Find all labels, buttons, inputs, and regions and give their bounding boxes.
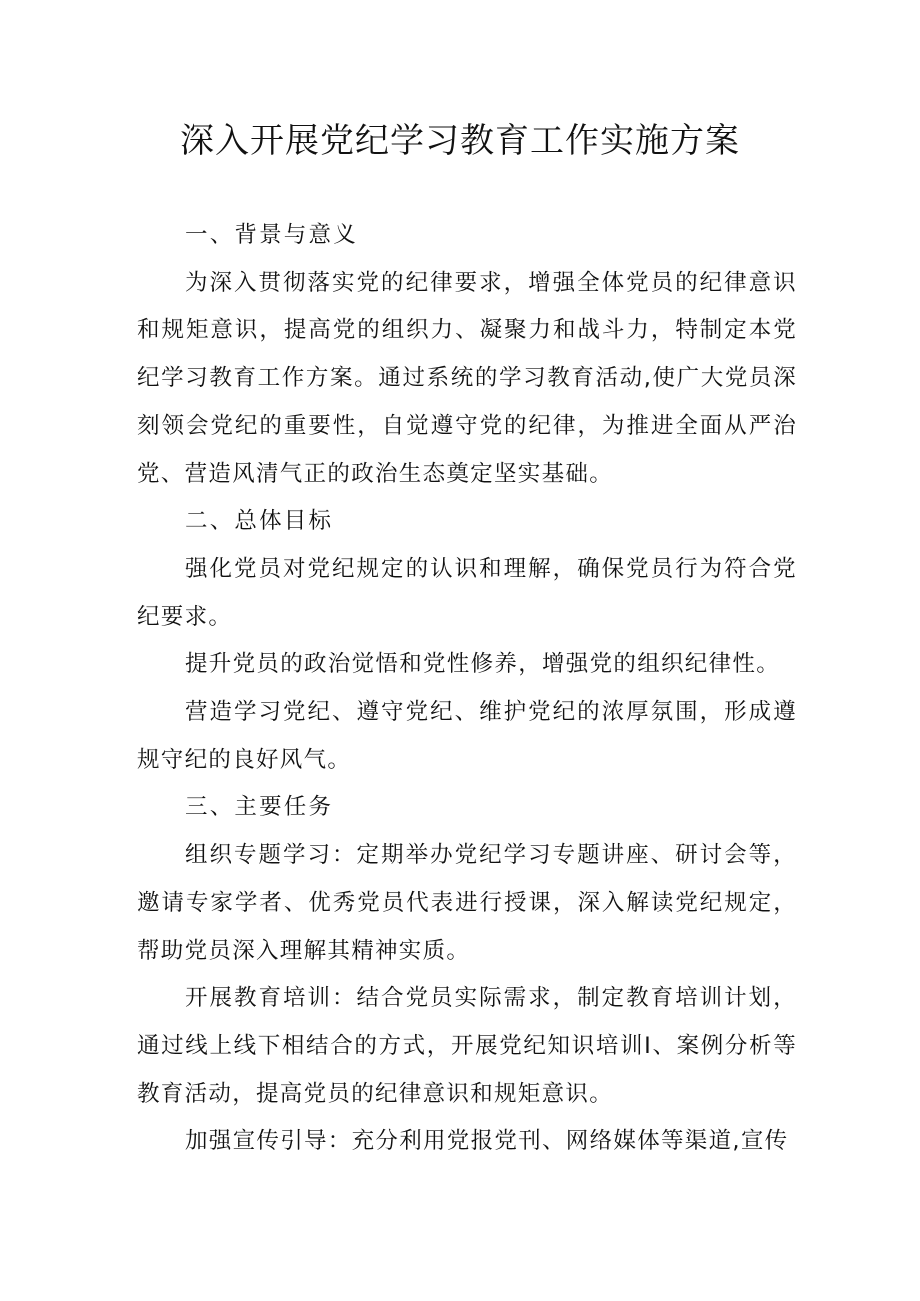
paragraph: 加强宣传引导：充分利用党报党刊、网络媒体等渠道,宣传 <box>185 1128 789 1155</box>
paragraph: 组织专题学习：定期举办党纪学习专题讲座、研讨会等，邀请专家学者、优秀党员代表进行授课，深入解读党纪规定，帮助党员深入理解其精神实质。 <box>137 842 797 964</box>
section-heading: 一、背景与意义 <box>185 222 358 248</box>
paragraph: 营造学习党纪、遵守党纪、维护党纪的浓厚氛围，形成遵规守纪的良好风气。 <box>137 699 797 773</box>
paragraph: 为深入贯彻落实党的纪律要求，增强全体党员的纪律意识和规矩意识，提高党的组织力、凝聚力和战斗力，特制定本党纪学习教育工作方案。通过系统的学习教育活动,使广大党员深刻领会党纪的重要性，自觉遵守党的纪律，为推进全面从严治党、营造风清气正的政治生态奠定坚实基础。 <box>137 269 797 487</box>
paragraph: 强化党员对党纪规定的认识和理解，确保党员行为符合党纪要求。 <box>137 555 797 630</box>
section-heading: 三、主要任务 <box>185 794 334 821</box>
paragraph: 提升党员的政治觉悟和党性修养，增强党的组织纪律性。 <box>185 651 781 678</box>
document-body <box>137 212 797 1166</box>
section-heading: 二、总体目标 <box>185 508 334 535</box>
paragraph: 开展教育培训：结合党员实际需求，制定教育培训计划，通过线上线下相结合的方式，开展党纪知识培训I、案例分析等教育活动，提高党员的纪律意识和规矩意识。 <box>137 985 797 1107</box>
document-title: 深入开展党纪学习教育工作实施方案 <box>180 121 740 161</box>
